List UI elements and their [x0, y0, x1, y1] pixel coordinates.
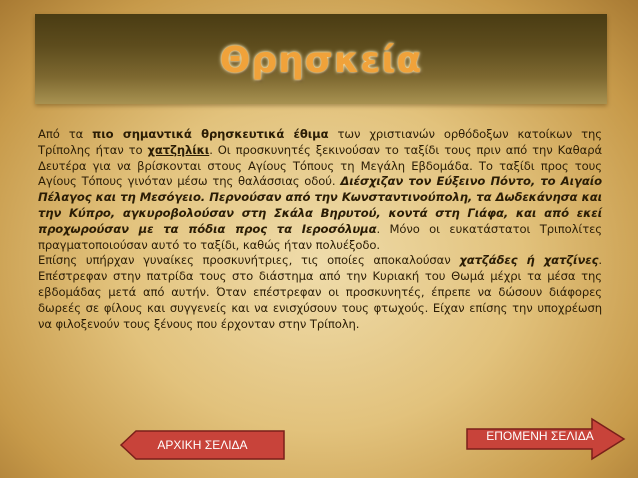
home-page-button[interactable] — [120, 430, 285, 460]
paragraph-1 — [38, 127, 602, 253]
next-page-button[interactable] — [466, 421, 626, 451]
p1-text-3: . Οι προσκυνητές ξεκινούσαν το ταξίδι τους πριν από την Καθαρά Δευτέρα για να βρίσκονται στους Αγίους Τόπους τη Μεγάλη Εβδομάδα. Το ταξίδι προς τους Αγίους Τόπους γινόταν μέσω της θαλάσσιας οδού. — [38, 142, 602, 189]
home-page-label: ΑΡΧΙΚΗ ΣΕΛΙΔΑ — [157, 438, 248, 452]
p1-text-4: . Μόνο οι ευκατάστατοι Τριπολίτες πραγματοποιούσαν αυτό το ταξίδι, καθώς ήταν πολυέξοδο. — [38, 221, 602, 252]
p1-text-1: Από τα — [38, 127, 93, 141]
next-page-label: ΕΠΟΜΕΝΗ ΣΕΛΙΔΑ — [486, 429, 594, 443]
p2-text-1: Επίσης υπήρχαν γυναίκες προσκυνήτριες, τις οποίες αποκαλούσαν — [38, 253, 460, 268]
p1-text-2: των χριστιανών ορθόδοξων κατοίκων της Τρίπολης ήταν το — [38, 127, 602, 157]
p1-emphasis-route: Διέσχιζαν τον Εύξεινο Πόντο, το Αιγαίο Πέλαγος και τη Μεσόγειο. Περνούσαν από την Κωνσταντινούπολη, τα Δωδεκάνησα και την Κύπρο, αγκυροβολούσαν στη Σκάλα Βηρυτού, κοντά στη Γιάφα, και από εκεί προχωρούσαν με τα πόδια προς τα Ιεροσόλυμα — [38, 174, 602, 236]
p2-emphasis-hatzades: χατζάδες ή χατζίνες — [459, 253, 599, 268]
paragraph-2 — [38, 253, 602, 332]
page-title: Θρησκεία — [219, 40, 423, 81]
p2-text-2: . Επέστρεφαν στην πατρίδα τους στο διάστημα από την Κυριακή του Θωμά μέχρι τα μέσα της εβδομάδας μετά από αυτήν. Όταν επέστρεφαν οι προσκυνητές, έπρεπε να δώσουν διάφορες δωρεές σε φίλους και συγγενείς και να ενισχύσουν τους φτωχούς. Είχαν επίσης την υποχρέωση να φιλοξενούν τους ξένους που έρχονταν στην Τρίπολη. — [38, 253, 602, 331]
p1-emphasis-customs: πιο σημαντικά θρησκευτικά έθιμα — [92, 127, 329, 141]
title-banner — [35, 14, 607, 104]
p1-emphasis-hatzi: χατζηλίκι — [147, 142, 210, 157]
content-text — [38, 127, 602, 332]
